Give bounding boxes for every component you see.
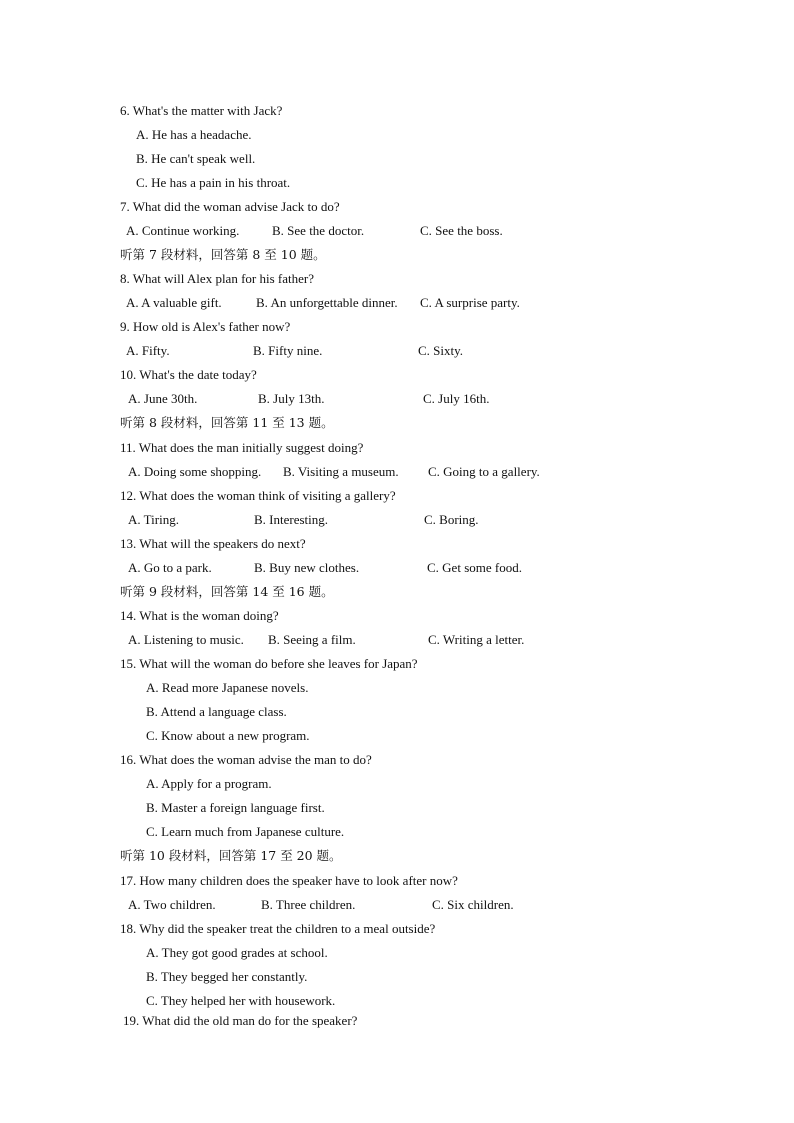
question-9: 9. How old is Alex's father now? — [120, 319, 291, 334]
option-6b: B. He can't speak well. — [136, 151, 256, 166]
option-18b: B. They begged her constantly. — [146, 969, 308, 984]
option-14b: B. Seeing a film. — [268, 632, 356, 647]
option-17b: B. Three children. — [261, 897, 356, 912]
option-14c: C. Writing a letter. — [428, 632, 525, 647]
option-13b: B. Buy new clothes. — [254, 560, 360, 575]
section-heading-8: 听第 8 段材料，回答第 11 至 13 题。 — [120, 415, 334, 430]
option-6c: C. He has a pain in his throat. — [136, 175, 291, 190]
option-18c: C. They helped her with housework. — [146, 993, 336, 1008]
option-10b: B. July 13th. — [258, 391, 325, 406]
option-11a: A. Doing some shopping. — [128, 464, 262, 479]
option-13c: C. Get some food. — [427, 560, 522, 575]
option-10a: A. June 30th. — [128, 391, 198, 406]
option-9c: C. Sixty. — [418, 343, 464, 358]
question-11: 11. What does the man initially suggest doing? — [120, 440, 364, 455]
option-12a: A. Tiring. — [128, 512, 179, 527]
option-15c: C. Know about a new program. — [146, 728, 310, 743]
option-15a: A. Read more Japanese novels. — [146, 680, 309, 695]
option-17c: C. Six children. — [432, 897, 514, 912]
option-6a: A. He has a headache. — [136, 127, 252, 142]
option-10c: C. July 16th. — [423, 391, 490, 406]
section-heading-10: 听第 10 段材料，回答第 17 至 20 题。 — [120, 848, 342, 863]
question-15: 15. What will the woman do before she leaves for Japan? — [120, 656, 418, 671]
question-8: 8. What will Alex plan for his father? — [120, 271, 314, 286]
option-12b: B. Interesting. — [254, 512, 329, 527]
option-7b: B. See the doctor. — [272, 223, 365, 238]
section-heading-7: 听第 7 段材料，回答第 8 至 10 题。 — [120, 247, 326, 262]
option-12c: C. Boring. — [424, 512, 479, 527]
option-16a: A. Apply for a program. — [146, 776, 272, 791]
question-17: 17. How many children does the speaker have to look after now? — [120, 873, 458, 888]
question-12: 12. What does the woman think of visiting a gallery? — [120, 488, 396, 503]
question-13: 13. What will the speakers do next? — [120, 536, 306, 551]
option-13a: A. Go to a park. — [128, 560, 212, 575]
option-11c: C. Going to a gallery. — [428, 464, 540, 479]
option-9b: B. Fifty nine. — [253, 343, 323, 358]
option-8b: B. An unforgettable dinner. — [256, 295, 398, 310]
option-11b: B. Visiting a museum. — [283, 464, 399, 479]
option-15b: B. Attend a language class. — [146, 704, 287, 719]
option-18a: A. They got good grades at school. — [146, 945, 328, 960]
option-7a: A. Continue working. — [126, 223, 240, 238]
section-heading-9: 听第 9 段材料，回答第 14 至 16 题。 — [120, 584, 334, 599]
question-7: 7. What did the woman advise Jack to do? — [120, 199, 340, 214]
question-18: 18. Why did the speaker treat the children to a meal outside? — [120, 921, 436, 936]
question-16: 16. What does the woman advise the man to do? — [120, 752, 372, 767]
question-6: 6. What's the matter with Jack? — [120, 103, 283, 118]
option-14a: A. Listening to music. — [128, 632, 244, 647]
option-7c: C. See the boss. — [420, 223, 503, 238]
question-10: 10. What's the date today? — [120, 367, 257, 382]
question-14: 14. What is the woman doing? — [120, 608, 279, 623]
option-16b: B. Master a foreign language first. — [146, 800, 325, 815]
option-8c: C. A surprise party. — [420, 295, 520, 310]
option-8a: A. A valuable gift. — [126, 295, 222, 310]
option-17a: A. Two children. — [128, 897, 216, 912]
option-9a: A. Fifty. — [126, 343, 170, 358]
option-16c: C. Learn much from Japanese culture. — [146, 824, 345, 839]
question-19: 19. What did the old man do for the speaker? — [123, 1013, 358, 1028]
